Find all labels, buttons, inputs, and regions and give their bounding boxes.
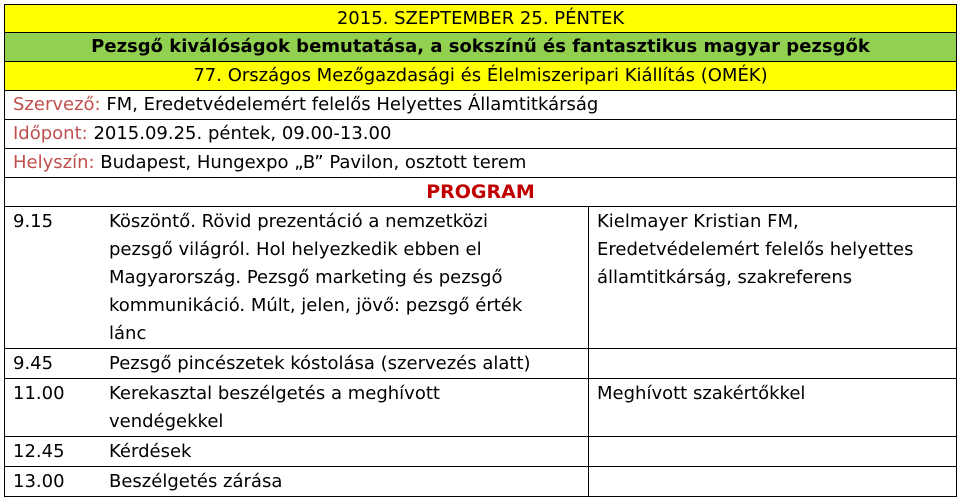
program-presenter [589,207,956,348]
program-row [4,207,957,349]
program-time: 9.45 [13,353,54,374]
program-description-line: Kérdések [109,441,192,462]
venue-row [4,149,957,178]
program-presenter-line: Eredetvédelemért felelős helyettes [597,239,914,260]
exhibition-name: 77. Országos Mezőgazdasági és Élelmiszeripari Kiállítás (OMÉK) [4,62,957,91]
program-time: 9.15 [13,211,54,232]
program-time: 13.00 [13,471,65,492]
organizer-label: Szervező: [13,94,101,115]
program-presenter [589,349,956,378]
program-presenter [589,379,956,436]
time-value: 2015.09.25. péntek, 09.00-13.00 [87,123,392,144]
program-presenter-line: államtitkárság, szakreferens [597,267,853,288]
program-description-line: vendégekkel [109,411,224,432]
event-date: 2015. SZEPTEMBER 25. PÉNTEK [4,4,957,33]
program-row [4,379,957,437]
organizer-row [4,91,957,120]
program-row [4,467,957,497]
program-description [109,437,589,466]
program-description-line: lánc [109,323,147,344]
program-description-line: Kerekasztal beszélgetés a meghívott [109,383,440,404]
event-title: Pezsgő kiválóságok bemutatása, a sokszínű és fantasztikus magyar pezsgők [4,33,957,62]
time-label: Időpont: [13,123,88,144]
time-row [4,120,957,149]
program-presenter-line: Meghívott szakértőkkel [597,383,806,404]
program-presenter [589,437,956,466]
program-time: 12.45 [13,441,65,462]
event-program-table [4,4,957,497]
program-description-line: Beszélgetés zárása [109,471,283,492]
program-description-line: Magyarország. Pezsgő marketing és pezsgő [109,267,503,288]
program-description-line: Köszöntő. Rövid prezentáció a nemzetközi [109,211,488,232]
program-row [4,349,957,379]
program-description-line: Pezsgő pincészetek kóstolása (szervezés alatt) [109,353,531,374]
program-description-line: kommunikáció. Múlt, jelen, jövő: pezsgő érték [109,295,523,316]
organizer-value: FM, Eredetvédelemért felelős Helyettes Államtitkárság [100,94,599,115]
program-description [109,207,589,348]
program-time: 11.00 [13,383,65,404]
program-presenter [589,467,956,496]
venue-label: Helyszín: [13,152,95,173]
program-rows [4,207,957,497]
program-description [109,379,589,436]
program-row [4,437,957,467]
program-heading: PROGRAM [4,178,957,207]
program-description [109,349,589,378]
venue-value: Budapest, Hungexpo „B” Pavilon, osztott terem [94,152,527,173]
program-description-line: pezsgő világról. Hol helyezkedik ebben el [109,239,482,260]
program-presenter-line: Kielmayer Kristian FM, [597,211,799,232]
program-description [109,467,589,496]
